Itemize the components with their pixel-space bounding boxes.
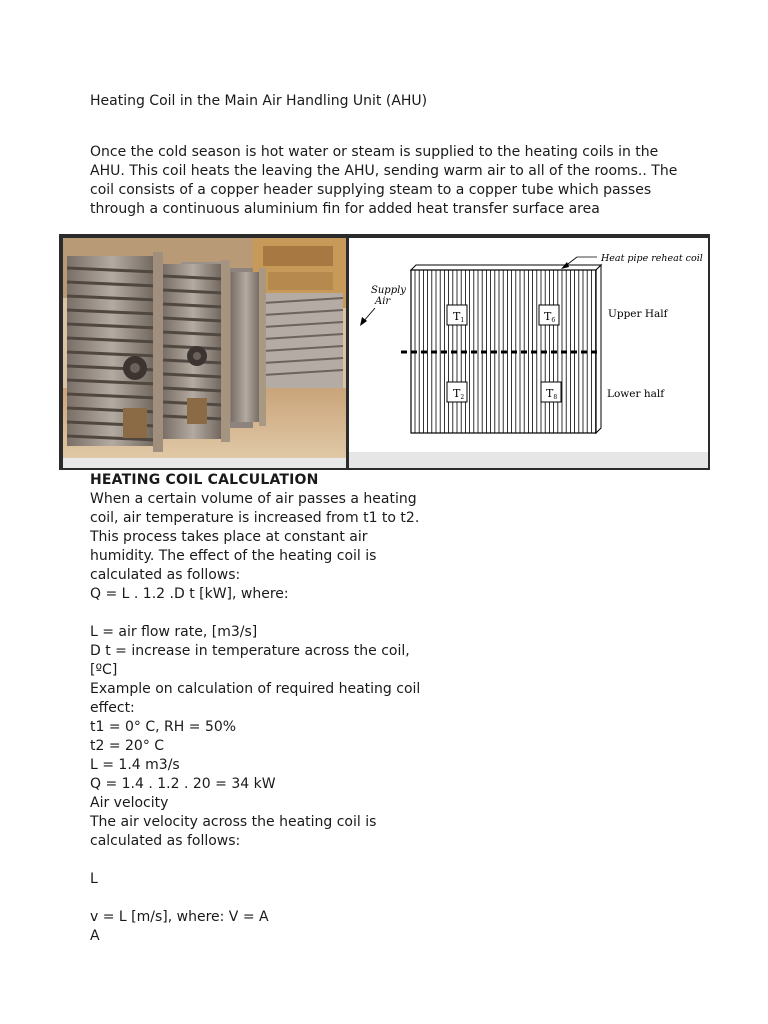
- calc-line: [90, 851, 420, 870]
- heating-coil-photo: [63, 238, 346, 458]
- intro-line: coil consists of a copper header supplying steam to a copper tube which passes: [90, 182, 652, 198]
- calc-line: effect:: [90, 700, 135, 716]
- supply-air-label-1: Supply: [371, 285, 406, 296]
- calc-line: humidity. The effect of the heating coil is: [90, 548, 377, 564]
- sensor-t2: T2: [453, 387, 465, 401]
- intro-line: AHU. This coil heats the leaving the AHU, sending warm air to all of the rooms.. The: [90, 163, 678, 179]
- intro-line: through a continuous aluminium fin for added heat transfer surface area: [90, 201, 600, 217]
- intro-line: Once the cold season is hot water or steam is supplied to the heating coils in the: [90, 144, 659, 160]
- calc-line: The air velocity across the heating coil is: [90, 814, 377, 830]
- supply-air-label-2: Air: [375, 296, 391, 307]
- document-title: Heating Coil in the Main Air Handling Unit (AHU): [90, 93, 428, 109]
- calc-line: This process takes place at constant air: [90, 529, 368, 545]
- calc-line: [90, 604, 420, 623]
- calc-line: Q = 1.4 . 1.2 . 20 = 34 kW: [90, 776, 276, 792]
- diagram-drawing: [349, 238, 708, 452]
- calc-line: v = L [m/s], where: V = A: [90, 909, 269, 925]
- calc-line: calculated as follows:: [90, 833, 241, 849]
- coil-figure: [59, 234, 710, 470]
- calc-line: L: [90, 871, 98, 887]
- sensor-t8: T8: [546, 387, 558, 401]
- calc-line: Q = L . 1.2 .D t [kW], where:: [90, 586, 289, 602]
- calc-line: coil, air temperature is increased from t1 to t2.: [90, 510, 420, 526]
- coil-label: Heat pipe reheat coil: [601, 253, 703, 264]
- calc-line: A: [90, 928, 100, 944]
- calc-line: [90, 889, 420, 908]
- sensor-t6: T6: [544, 310, 556, 324]
- calc-line: L = 1.4 m3/s: [90, 757, 180, 773]
- section-heading: HEATING COIL CALCULATION: [90, 472, 319, 488]
- calc-line: L = air flow rate, [m3/s]: [90, 624, 258, 640]
- sensor-t1: T1: [453, 310, 465, 324]
- calc-line: Example on calculation of required heating coil: [90, 681, 421, 697]
- coil-photo-image: [63, 238, 346, 458]
- diagram-caption-strip: [349, 452, 708, 468]
- calc-line: Air velocity: [90, 795, 169, 811]
- calc-line: t1 = 0° C, RH = 50%: [90, 719, 237, 735]
- lower-half-label: Lower half: [607, 388, 665, 400]
- calc-line: When a certain volume of air passes a heating: [90, 491, 417, 507]
- calc-line: t2 = 20° C: [90, 738, 165, 754]
- calc-line: calculated as follows:: [90, 567, 241, 583]
- calc-line: [ºC]: [90, 662, 118, 678]
- intro-paragraph: [90, 143, 677, 219]
- upper-half-label: Upper Half: [608, 308, 668, 320]
- photo-caption-strip: [63, 458, 346, 468]
- calculation-section: [90, 471, 420, 946]
- reheat-coil-diagram: [349, 238, 708, 452]
- calc-line: D t = increase in temperature across the coil,: [90, 643, 410, 659]
